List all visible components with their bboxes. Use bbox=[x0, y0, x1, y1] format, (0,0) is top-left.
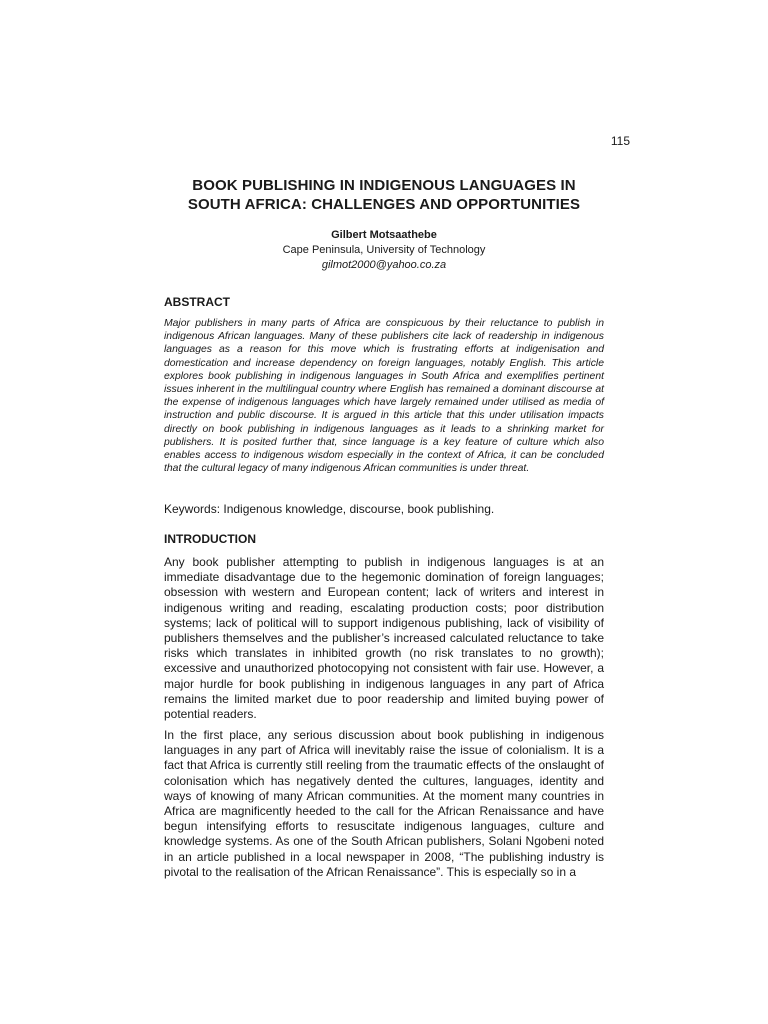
paper-title bbox=[150, 176, 618, 214]
author-name: Gilbert Motsaathebe bbox=[331, 229, 437, 241]
introduction-paragraph-1: Any book publisher attempting to publish in indigenous languages is at an immediate disadvantage due to the hegemonic domination of foreign languages; obsession with western and European content; lack of writers and interest in indigenous writing and reading, escalating production costs; poor distribution systems; lack of political will to support indigenous publishing, lack of visibility of publishers themselves and the publisher’s increased calculated reluctance to take risks which translates in inhibited growth (no risk translates to no growth); excessive and unauthorized photocopying not consistent with fair use. However, a major hurdle for book publishing in indigenous languages in any part of Africa remains the limited market due to poor readership and limited buying power of potential readers. bbox=[164, 555, 604, 722]
title-line-2: SOUTH AFRICA: CHALLENGES AND OPPORTUNITIES bbox=[187, 196, 581, 213]
title-line-1: BOOK PUBLISHING IN INDIGENOUS LANGUAGES IN bbox=[192, 177, 576, 194]
introduction-paragraph-2: In the first place, any serious discussion about book publishing in indigenous languages in any part of Africa will inevitably raise the issue of colonialism. It is a fact that Africa is currently still reeling from the traumatic effects of the onslaught of colonisation which has negatively dented the cultures, languages, identity and ways of knowing of many African communities. At the moment many countries in Africa are magnificently heeded to the call for the African Renaissance and have begun intensifying efforts to resuscitate indigenous languages, culture and knowledge systems. As one of the South African publishers, Solani Ngobeni noted in an article published in a local newspaper in 2008, “The publishing industry is pivotal to the realisation of the African Renaissance”. This is especially so in a bbox=[164, 728, 604, 879]
introduction-heading: INTRODUCTION bbox=[164, 532, 256, 546]
abstract-heading: ABSTRACT bbox=[164, 295, 230, 309]
author-affiliation: Cape Peninsula, University of Technology bbox=[282, 244, 486, 256]
page-number: 115 bbox=[610, 134, 630, 148]
author-email: gilmot2000@yahoo.co.za bbox=[321, 259, 447, 271]
author-block bbox=[164, 228, 604, 273]
abstract-text: Major publishers in many parts of Africa are conspicuous by their reluctance to publish in indigenous African languages. Many of these publishers cite lack of readership in indigenous languages as a reason for this move which is frustrating efforts at indigenisation and domestication and increase dependency on foreign languages, notably English. This article explores book publishing in indigenous languages in South Africa and exemplifies pertinent issues inherent in the multilingual country where English has remained a dominant discourse at the expense of indigenous languages which have largely remained under utilised as media of instruction and public discourse. It is argued in this article that this under utilisation impacts directly on book publishing in indigenous languages as it leads to a shrinking market for publishers. It is posited further that, since language is a key feature of culture which also enables access to indigenous wisdom especially in the context of Africa, it can be concluded that the cultural legacy of many indigenous African communities is under threat. bbox=[164, 318, 604, 475]
keywords: Keywords: Indigenous knowledge, discourse, book publishing. bbox=[164, 502, 495, 516]
